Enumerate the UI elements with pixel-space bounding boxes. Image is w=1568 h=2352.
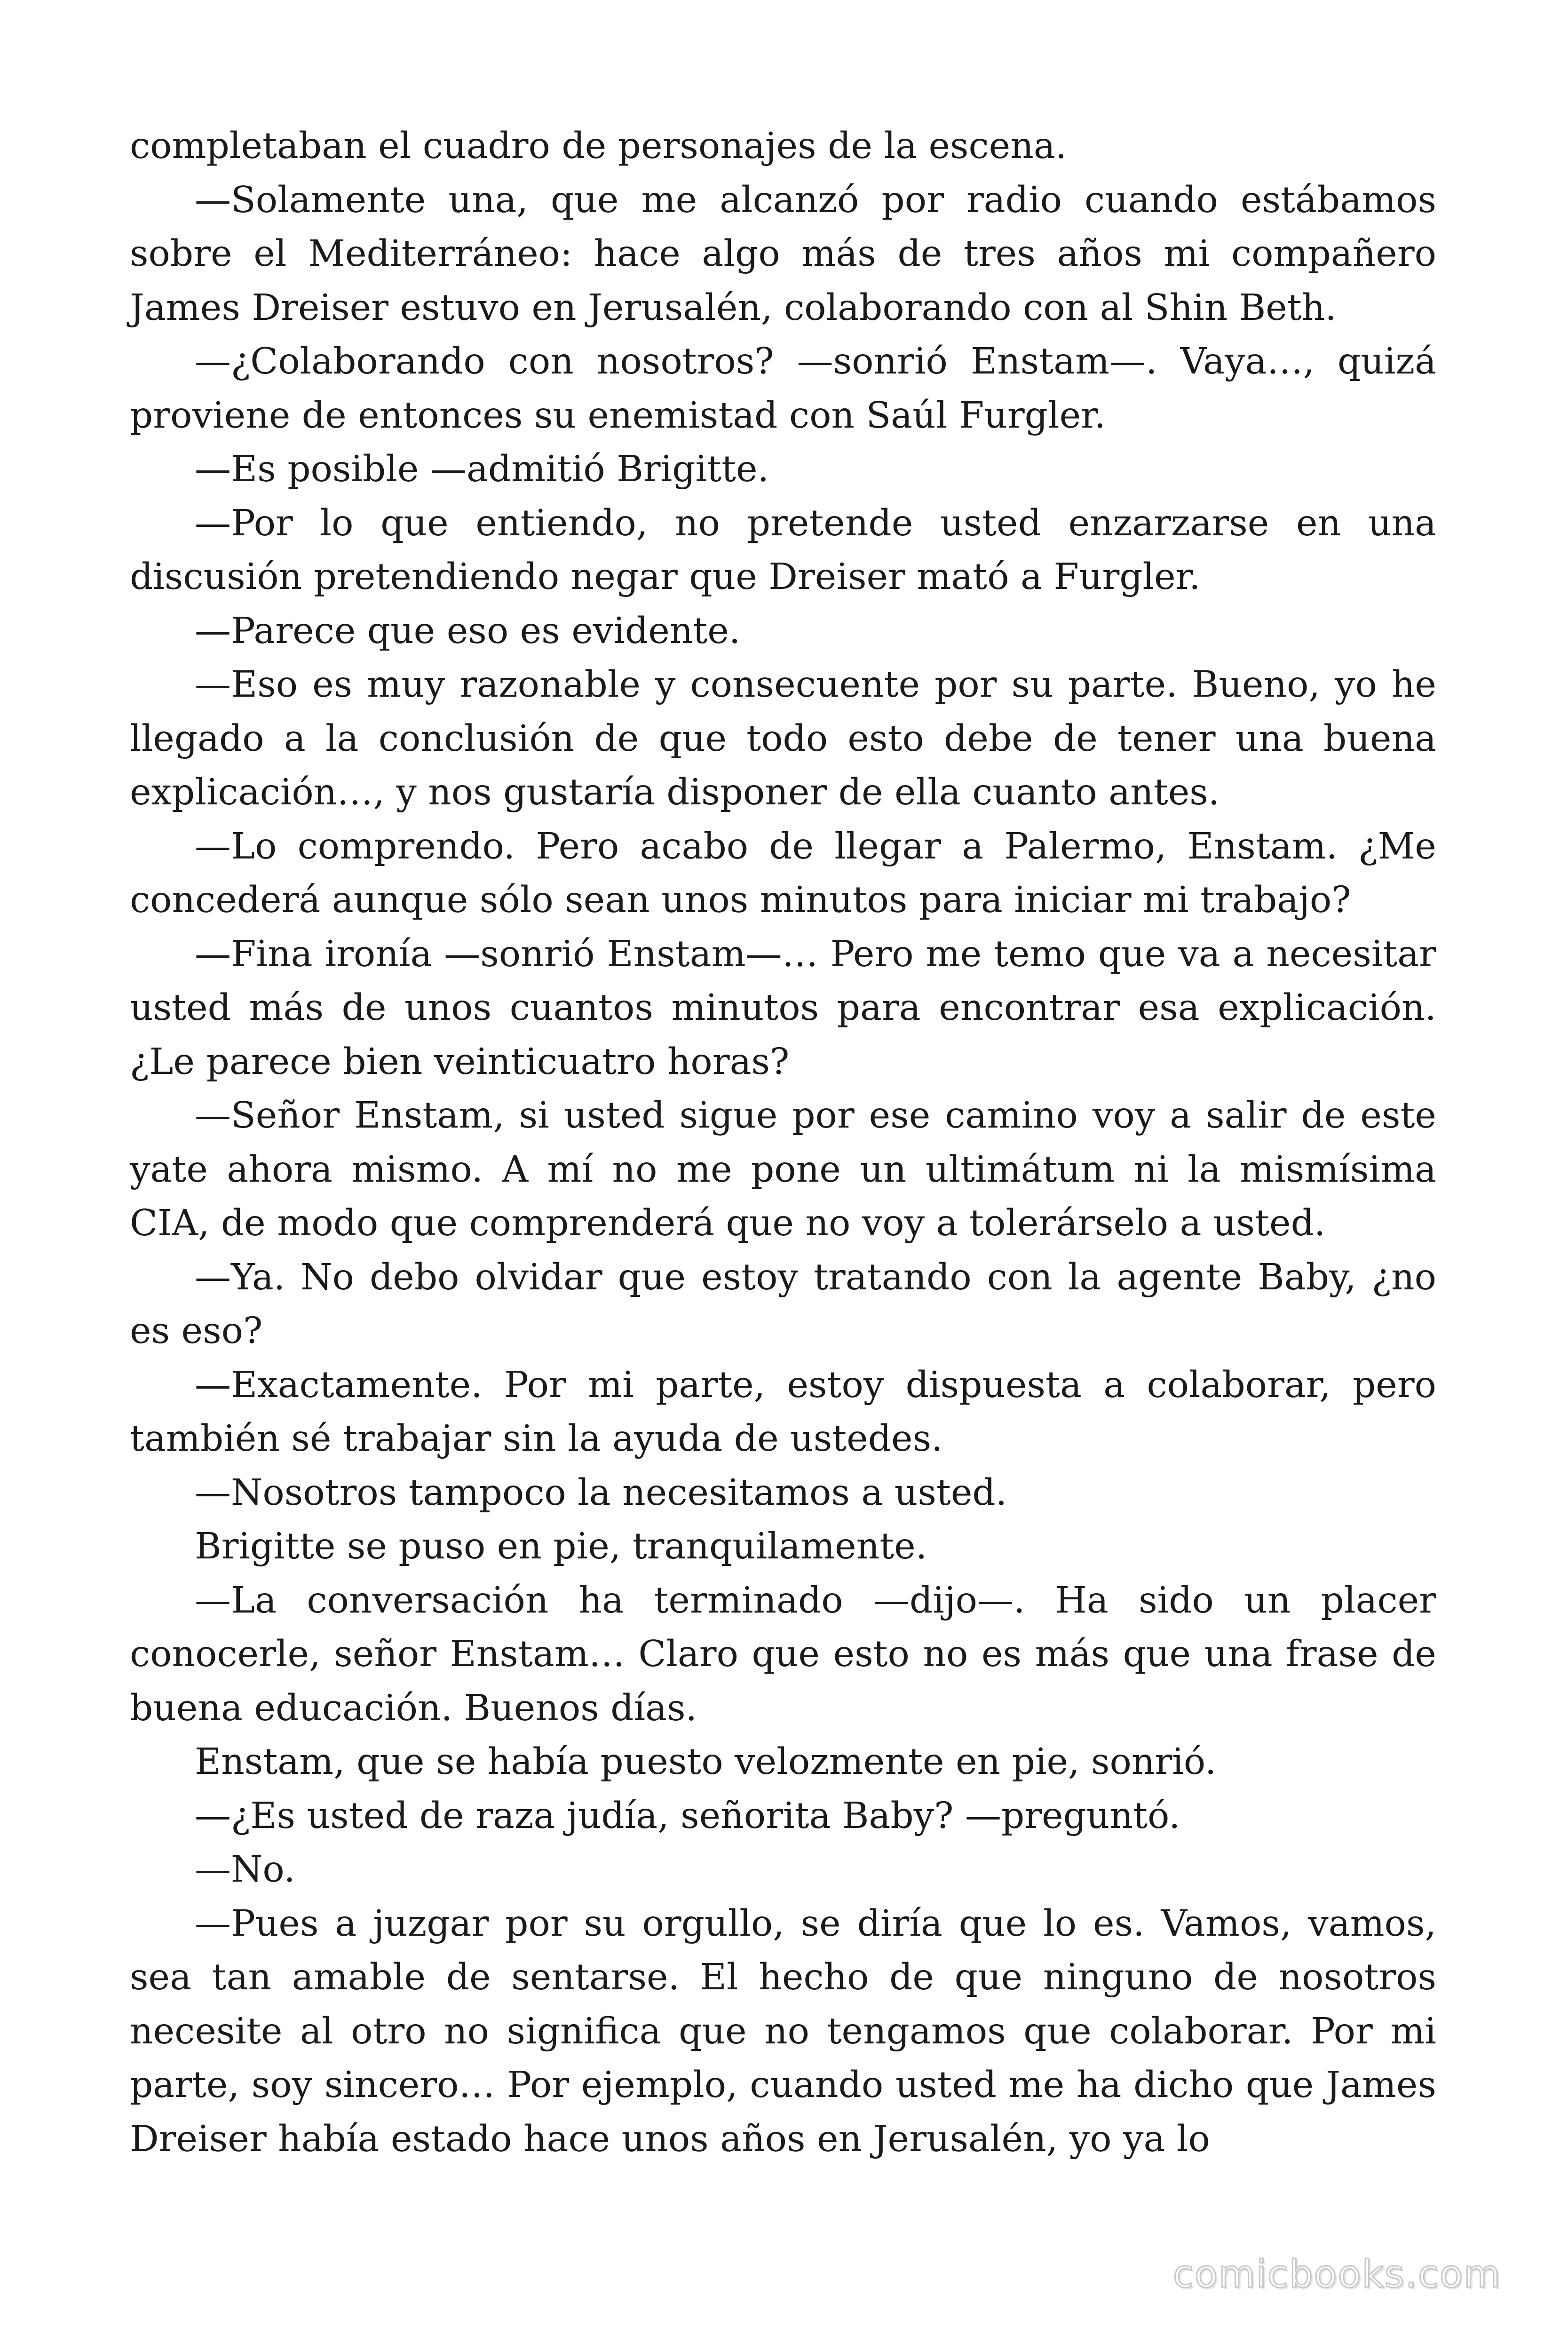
paragraph: —No.	[195, 1849, 295, 1891]
paragraph: —¿Colaborando con nosotros? —sonrió Enstam—. Vaya…, quizá proviene de entonces su enemistad con Saúl Furgler.	[130, 341, 1436, 437]
paragraph: Enstam, que se había puesto velozmente en pie, sonrió.	[195, 1741, 1217, 1783]
paragraph: —Pues a juzgar por su orgullo, se diría que lo es. Vamos, vamos, sea tan amable de sentarse. El hecho de que ninguno de nosotros necesite al otro no significa que no tengamos que colaborar. Por mi parte, soy sincero… Por ejemplo, cuando usted me ha dicho que James Dreiser había estado hace unos años en Jerusalén, yo ya lo	[130, 1902, 1436, 2160]
paragraph: completaban el cuadro de personajes de la escena.	[130, 125, 1067, 167]
paragraph: —Nosotros tampoco la necesitamos a usted.	[195, 1471, 1007, 1514]
paragraph: —¿Es usted de raza judía, señorita Baby? —preguntó.	[195, 1795, 1180, 1837]
paragraph: —Parece que eso es evidente.	[195, 610, 741, 652]
paragraph: —Es posible —admitió Brigitte.	[195, 448, 769, 490]
watermark: comicbooks.com	[1172, 2252, 1501, 2296]
paragraph: Brigitte se puso en pie, tranquilamente.	[195, 1526, 927, 1567]
paragraph: —Exactamente. Por mi parte, estoy dispuesta a colaborar, pero también sé trabajar sin la ayuda de ustedes.	[130, 1364, 1436, 1460]
paragraph: —Ya. No debo olvidar que estoy tratando con la agente Baby, ¿no es eso?	[130, 1256, 1436, 1352]
paragraph: —Fina ironía —sonrió Enstam—… Pero me temo que va a necesitar usted más de unos cuantos minutos para encontrar esa explicación. ¿Le parece bien veinticuatro horas?	[130, 933, 1436, 1083]
paragraph: —Eso es muy razonable y consecuente por su parte. Bueno, yo he llegado a la conclusión de que todo esto debe de tener una buena explicación…, y nos gustaría disponer de ella cuanto antes.	[130, 664, 1436, 813]
paragraph: —Por lo que entiendo, no pretende usted enzarzarse en una discusión pretendiendo negar que Dreiser mató a Furgler.	[130, 502, 1436, 598]
body-text	[130, 119, 1436, 2166]
paragraph: —La conversación ha terminado —dijo—. Ha sido un placer conocerle, señor Enstam… Claro que esto no es más que una frase de buena educación. Buenos días.	[130, 1579, 1436, 1729]
paragraph: —Lo comprendo. Pero acabo de llegar a Palermo, Enstam. ¿Me concederá aunque sólo sean unos minutos para iniciar mi trabajo?	[130, 825, 1436, 921]
paragraph: —Señor Enstam, si usted sigue por ese camino voy a salir de este yate ahora mismo. A mí no me pone un ultimátum ni la mismísima CIA, de modo que comprenderá que no voy a tolerárselo a usted.	[130, 1095, 1436, 1244]
paragraph: —Solamente una, que me alcanzó por radio cuando estábamos sobre el Mediterráneo: hace algo más de tres años mi compañero James Dreiser estuvo en Jerusalén, colaborando con al Shin Beth.	[130, 179, 1436, 329]
